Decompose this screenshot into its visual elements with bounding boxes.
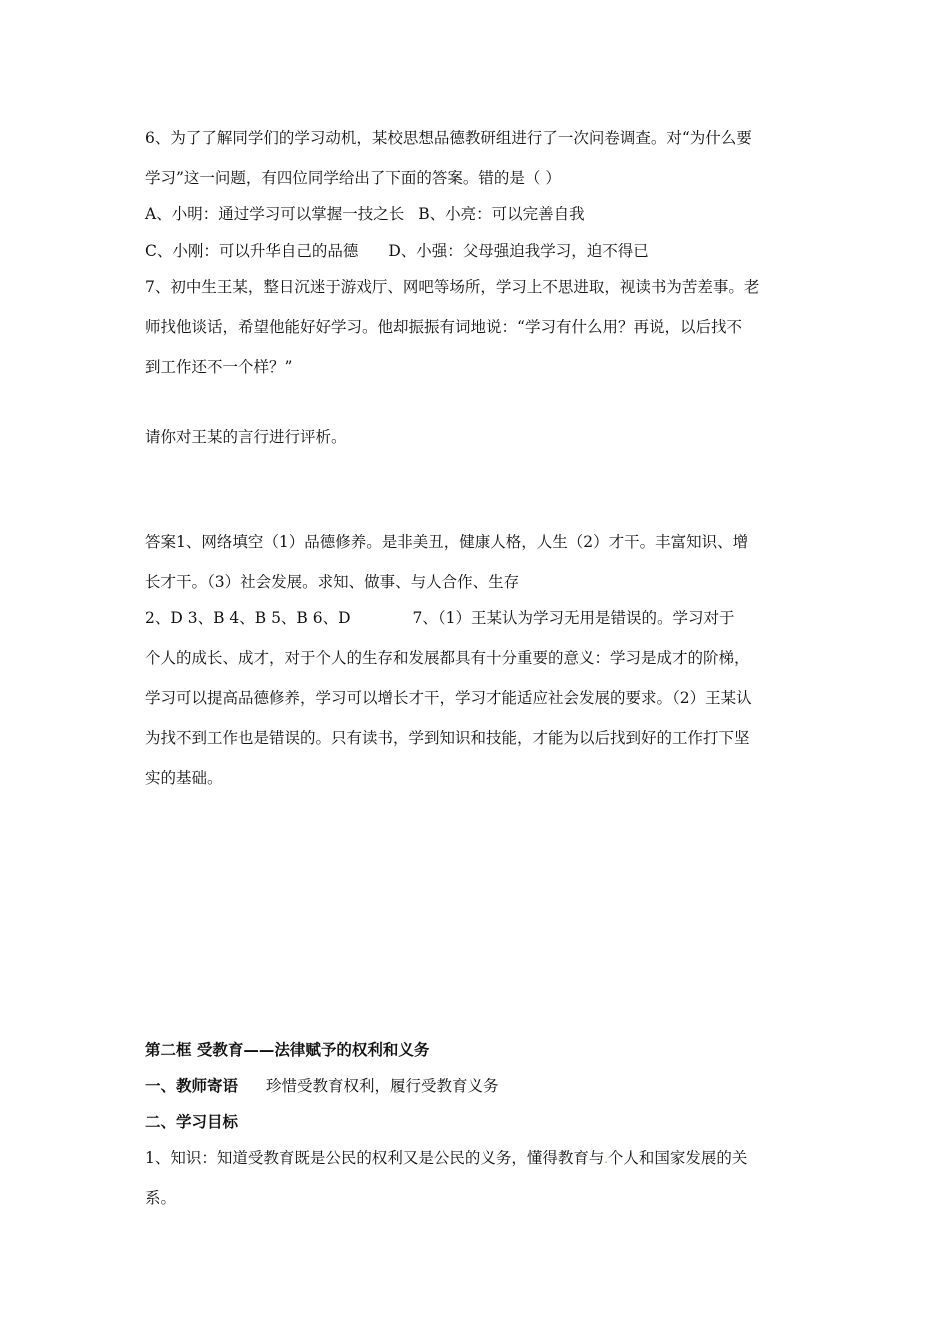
teacher-message-text: 珍惜受教育权利，履行受教育义务 bbox=[266, 1077, 499, 1095]
q6-option-c: C、小刚：可以升华自己的品德 bbox=[145, 242, 359, 260]
section-title: 第二框 受教育——法律赋予的权利和义务 bbox=[145, 1041, 430, 1059]
teacher-message-heading bbox=[145, 1076, 499, 1096]
q6-options-ab bbox=[145, 204, 585, 224]
answers-line-7: 实的基础。 bbox=[145, 769, 223, 787]
q6-option-a: A、小明：通过学习可以掌握一技之长 bbox=[145, 205, 405, 223]
q7-line-2 bbox=[145, 317, 742, 337]
q7-line-3: 到工作还不一个样？” bbox=[145, 358, 293, 376]
q6-options-cd bbox=[145, 241, 649, 261]
teacher-message-label: 一、教师寄语 bbox=[145, 1077, 239, 1095]
answers-line-5: 学习可以提高品德修养，学习可以增长才干，学习才能适应社会发展的要求。（2）王某认 bbox=[145, 689, 752, 707]
answers-multiple-choice: 2、D 3、B 4、B 5、B 6、D bbox=[145, 609, 351, 627]
mark-dot: . bbox=[604, 1153, 608, 1166]
answers-line-1: 答案1、网络填空（1）品德修养。是非美丑，健康人格，人生（2）才干。丰富知识、增 bbox=[145, 533, 749, 551]
learning-goals-heading: 二、学习目标 bbox=[145, 1113, 239, 1131]
q6-option-b: B、小亮：可以完善自我 bbox=[418, 205, 585, 223]
q6-line-2: 学习”这一问题，有四位同学给出了下面的答案。错的是（ ） bbox=[145, 169, 561, 187]
knowledge-line-1b: 个人和国家发展的关 bbox=[607, 1149, 748, 1167]
answers-line-2: 长才干。（3）社会发展。求知、做事、与人合作、生存 bbox=[145, 573, 520, 591]
q7-line-1: 7、初中生王某，整日沉迷于游戏厅、网吧等场所，学习上不思进取，视读书为苦差事。老 bbox=[145, 278, 760, 296]
answers-q7-start: 7、（1）王某认为学习无用是错误的。学习对于 bbox=[412, 609, 735, 627]
q7-line-2b: ，希望他能好好学习。他却振振有词地说：“学习有什么用？再说，以后找不 bbox=[222, 318, 742, 336]
q7-prompt: 请你对王某的言行进行评析。 bbox=[145, 428, 347, 446]
answers-line-3 bbox=[145, 608, 735, 628]
q6-line-1: 6、为了了解同学们的学习动机，某校思想品德教研组进行了一次问卷调查。对“为什么要 bbox=[145, 129, 752, 147]
knowledge-line-1 bbox=[145, 1148, 747, 1170]
q6-option-d: D、小强：父母强迫我学习，迫不得已 bbox=[388, 242, 649, 260]
knowledge-line-2: 系。 bbox=[145, 1189, 177, 1207]
answers-line-6: 为找不到工作也是错误的。只有读书，学到知识和技能，才能为以后找到好的工作打下坚 bbox=[145, 729, 750, 747]
knowledge-line-1a: 1、知识：知道受教育既是公民的权利又是公民的义务，懂得教育与 bbox=[145, 1149, 605, 1167]
answers-line-4: 个人的成长、成才，对于个人的生存和发展都具有十分重要的意义：学习是成才的阶梯， bbox=[145, 649, 750, 667]
q7-line-2a: 师找他谈话 bbox=[145, 318, 223, 336]
